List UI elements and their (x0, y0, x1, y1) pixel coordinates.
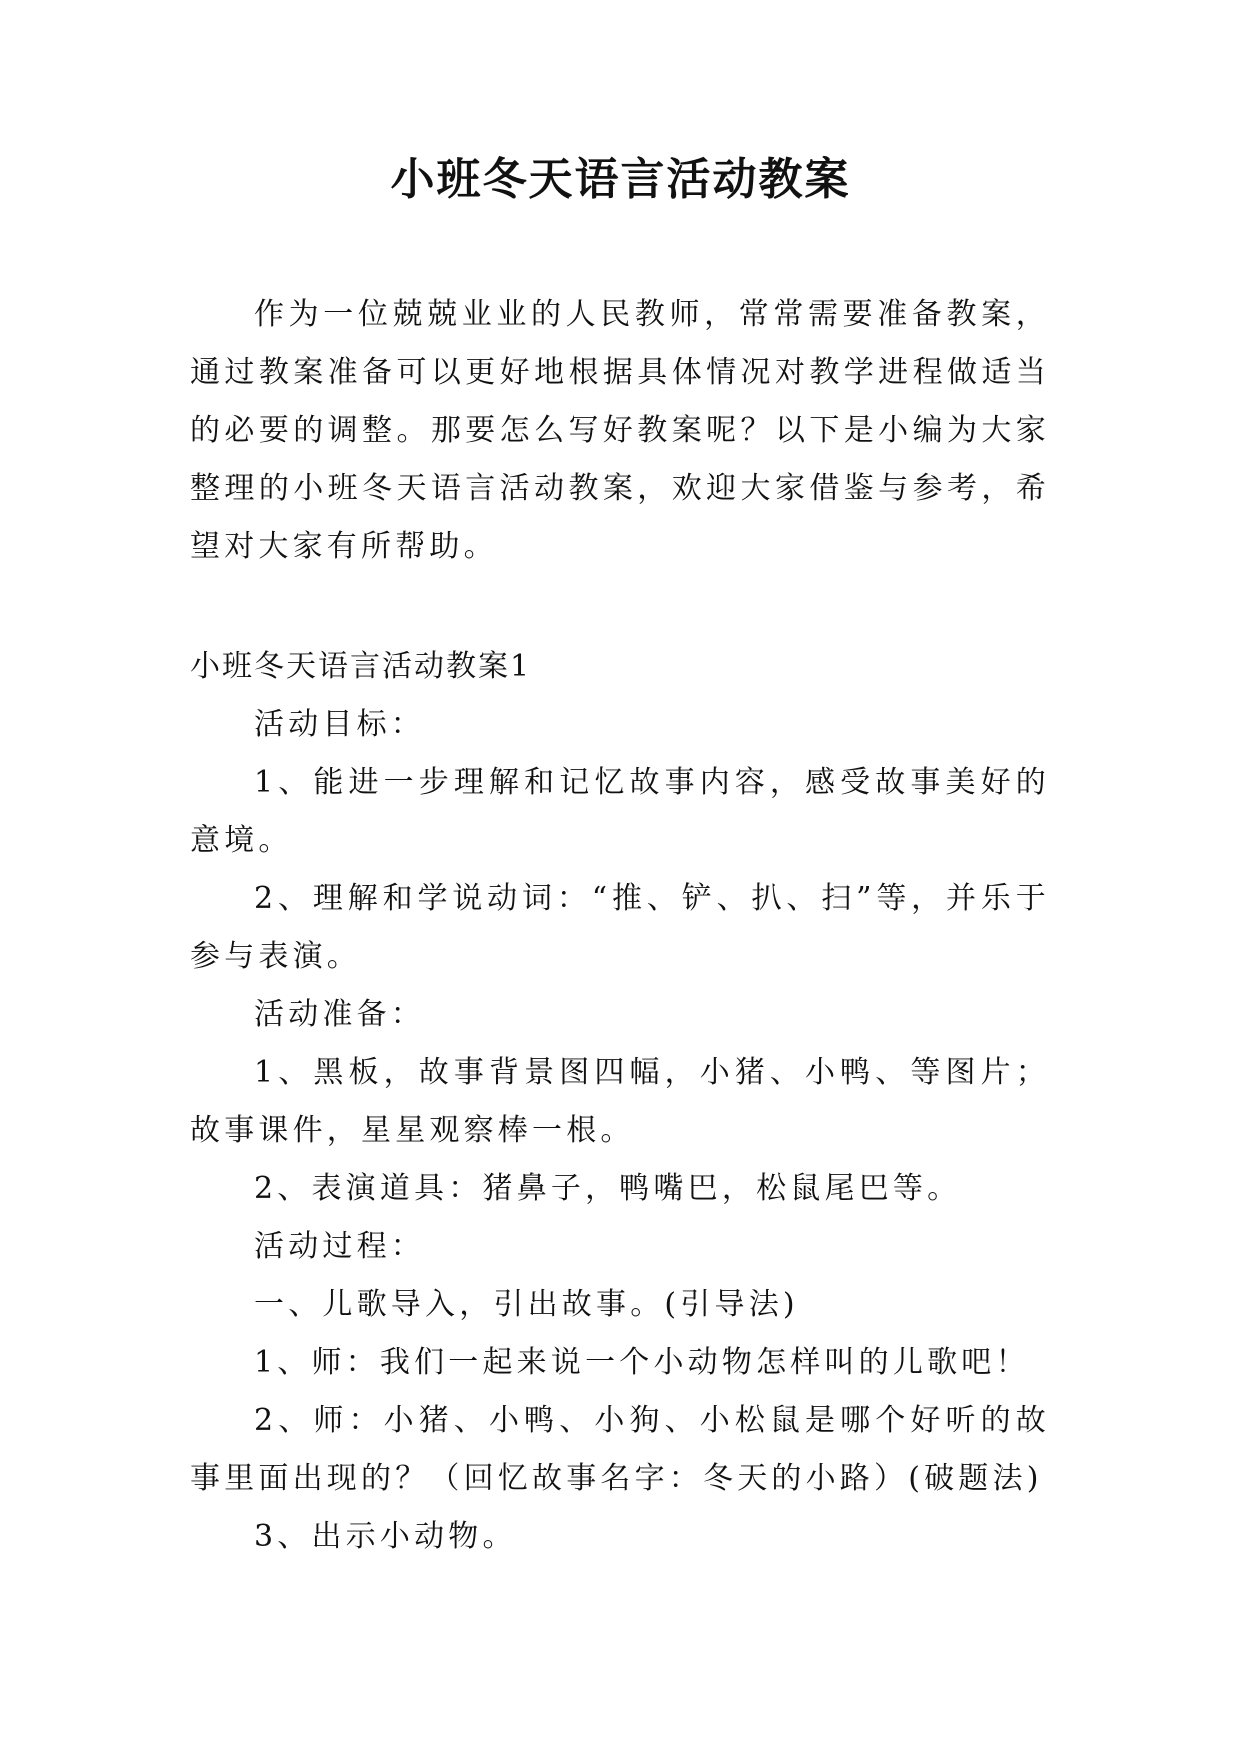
preparation-heading: 活动准备： (254, 997, 425, 1032)
preparation-item: 2、表演道具：猪鼻子，鸭嘴巴，松鼠尾巴等。 (254, 1171, 962, 1206)
process-item: 3、出示小动物。 (254, 1519, 517, 1554)
process-step: 一、儿歌导入，引出故事。(引导法) (254, 1287, 799, 1322)
intro-paragraph: 作为一位兢兢业业的人民教师，常常需要准备教案，通过教案准备可以更好地根据具体情况对教学进程做适当的必要的调整。那要怎么写好教案呢？以下是小编为大家整理的小班冬天语言活动教案，欢迎大家借鉴与参考，希望对大家有所帮助。 (190, 297, 1050, 564)
preparation-item: 1、黑板，故事背景图四幅，小猪、小鸭、等图片；故事课件，星星观察棒一根。 (190, 1055, 1050, 1148)
document-title: 小班冬天语言活动教案 (390, 154, 851, 205)
goal-item: 1、能进一步理解和记忆故事内容，感受故事美好的意境。 (190, 765, 1050, 858)
lesson-plan-section (190, 638, 1050, 1566)
process-item: 2、师：小猪、小鸭、小狗、小松鼠是哪个好听的故事里面出现的？（回忆故事名字：冬天的小路）(破题法) (190, 1403, 1050, 1496)
process-heading: 活动过程： (254, 1229, 425, 1264)
goal-item: 2、理解和学说动词：“推、铲、扒、扫”等，并乐于参与表演。 (190, 881, 1050, 974)
section-heading: 小班冬天语言活动教案1 (190, 649, 532, 684)
process-item: 1、师：我们一起来说一个小动物怎样叫的儿歌吧！ (254, 1345, 1030, 1380)
goals-heading: 活动目标： (254, 707, 425, 742)
